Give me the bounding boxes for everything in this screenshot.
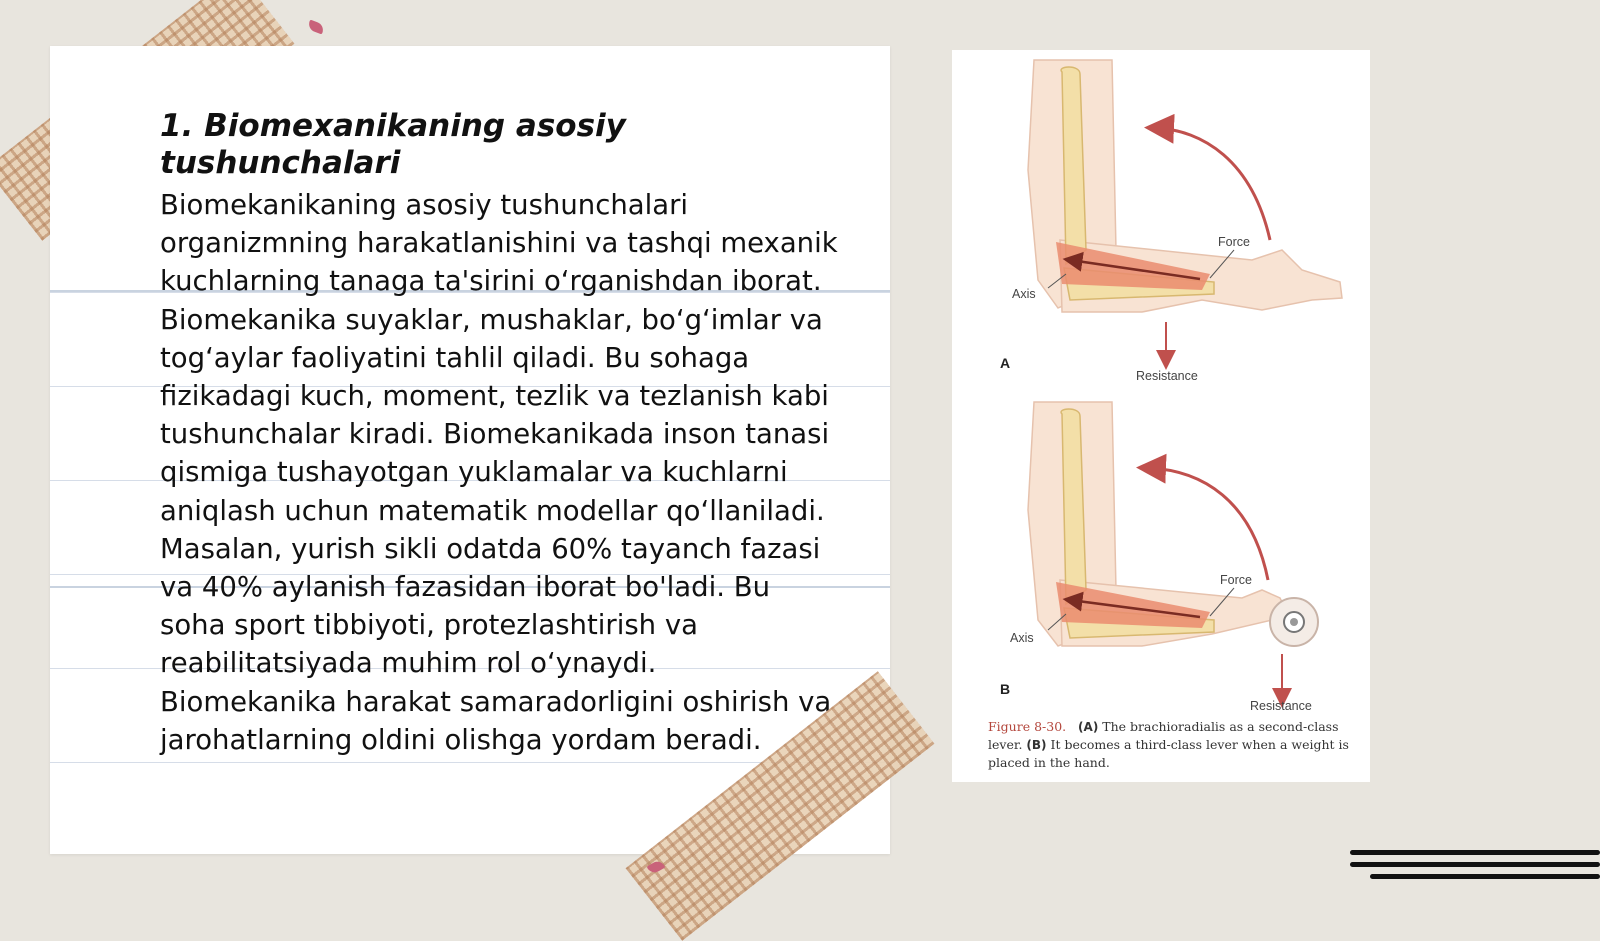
caption-figure-number: Figure 8-30. — [988, 719, 1067, 734]
caption-part-a-text: The brachioradialis as a second-class lever. — [988, 719, 1339, 752]
panel-a-resistance-label: Resistance — [1136, 369, 1198, 383]
lever-figure — [952, 50, 1370, 782]
caption-part-a-tag: (A) — [1078, 720, 1099, 734]
slide-body-text: Biomekanikaning asosiy tushunchalari organizmning harakatlanishini va tashqi mexanik kuchlarning tanaga ta'sirini o‘rganishdan iborat. Biomekanika suyaklar, mushaklar, bo‘g‘imlar va tog‘aylar faoliyatini tahlil qiladi. Bu sohaga fizikadagi kuch, moment, tezlik va tezlanish kabi tushunchalar kiradi. Biomekanikada inson tanasi qismiga tushayotgan yuklamalar va kuchlarni aniqlash uchun matematik modellar qo‘llaniladi. Masalan, yurish sikli odatda 60% tayanch fazasi va 40% aylanish fazasidan iborat bo'ladi. Bu soha sport tibbiyoti, protezlashtirish va reabilitatsiyada muhim rol o‘ynaydi. Biomekanika harakat samaradorligini oshirish va jarohatlarning oldini olishga yordam beradi. — [160, 189, 838, 756]
panel-a-letter: A — [1000, 355, 1011, 371]
caption-part-b-tag: (B) — [1026, 738, 1047, 752]
decorative-lines — [1350, 846, 1600, 886]
pin-top — [307, 20, 325, 35]
panel-a-force-label: Force — [1218, 235, 1250, 249]
panel-b-axis-label: Axis — [1010, 631, 1034, 645]
panel-a-drawing — [1028, 60, 1342, 362]
panel-b-force-label: Force — [1220, 573, 1252, 587]
panel-a-axis-label: Axis — [1012, 287, 1036, 301]
lever-figure-illustration — [952, 50, 1370, 782]
panel-b-drawing — [1028, 402, 1318, 700]
slide-title: 1. Biomexanikaning asosiy tushunchalari — [160, 108, 626, 181]
panel-b-resistance-label: Resistance — [1250, 699, 1312, 713]
panel-b-letter: B — [1000, 681, 1011, 697]
caption-part-b-text: It becomes a third-class lever when a weight is placed in the hand. — [988, 737, 1349, 770]
figure-caption — [988, 718, 1356, 772]
